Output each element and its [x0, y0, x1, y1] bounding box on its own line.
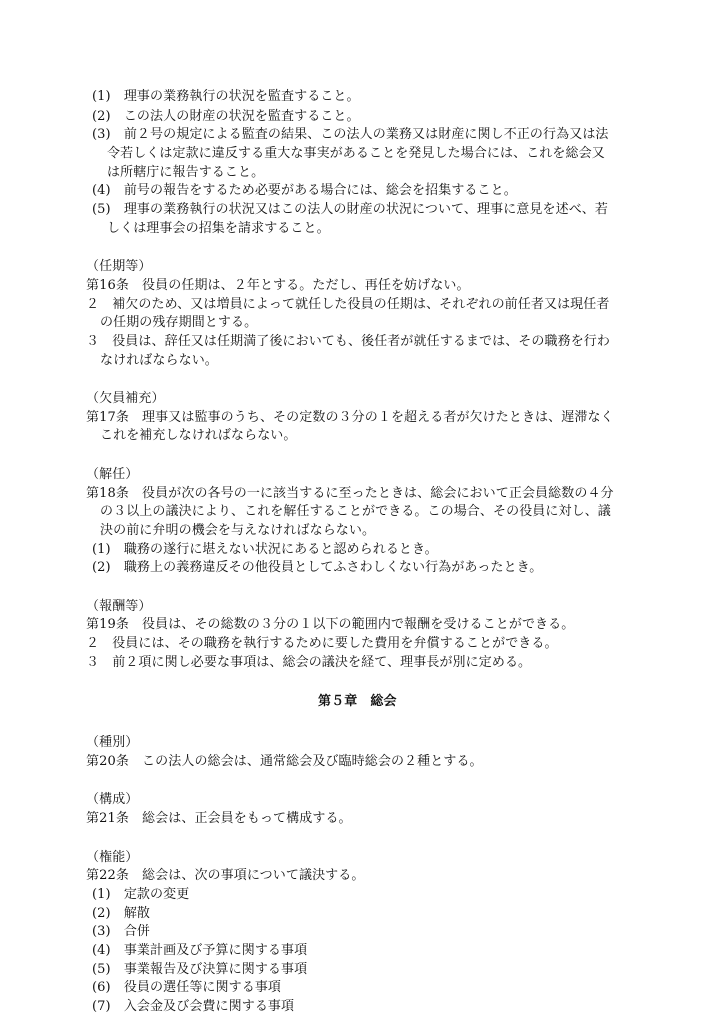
- section-caption: （種別）: [86, 735, 139, 751]
- list-item: (1) 定款の変更: [92, 886, 190, 902]
- section-caption: （構成）: [86, 792, 139, 808]
- section-caption: （欠員補充）: [86, 391, 165, 406]
- article-line: 第20条 この法人の総会は、通常総会及び臨時総会の２種とする。: [86, 754, 483, 769]
- text-line: なければならない。: [100, 352, 218, 368]
- text-line: 令若しくは定款に違反する重大な事実があることを発見した場合には、これを総会又: [107, 146, 605, 162]
- text-line: (1) 職務の遂行に堪えない状況にあると認められるとき。: [92, 541, 438, 557]
- article-line: 第19条 役員は、その総数の３分の１以下の範囲内で報酬を受けることができる。: [86, 617, 575, 633]
- list-item: (5) 事業報告及び決算に関する事項: [92, 961, 308, 977]
- article-line: 第16条 役員の任期は、２年とする。ただし、再任を妨げない。: [86, 277, 470, 293]
- text-line: (4) 前号の報告をするため必要がある場合には、総会を招集すること。: [92, 183, 517, 199]
- article-line: 第18条 役員が次の各号の一に該当するに至ったときは、総会において正会員総数の４分: [86, 485, 614, 501]
- text-line: の任期の残存期間とする。: [100, 315, 258, 331]
- text-line: ３ 前２項に関し必要な事項は、総会の議決を経て、理事長が別に定める。: [86, 654, 532, 670]
- text-line: ２ 補欠のため、又は増員によって就任した役員の任期は、それぞれの前任者又は現任者: [86, 296, 610, 312]
- text-line: (3) 前２号の規定による監査の結果、この法人の業務又は財産に関し不正の行為又は法: [92, 127, 609, 143]
- text-line: しくは理事会の招集を請求すること。: [107, 220, 330, 236]
- text-line: (5) 理事の業務執行の状況又はこの法人の財産の状況について、理事に意見を述べ、若: [92, 202, 608, 218]
- text-line: (2) この法人の財産の状況を監査すること。: [92, 108, 360, 124]
- article-line: 第21条 総会は、正会員をもって構成する。: [86, 811, 352, 827]
- text-line: は所轄庁に報告すること。: [107, 164, 265, 180]
- text-line: の３以上の議決により、これを解任することができる。この場合、その役員に対し、議: [100, 504, 611, 520]
- list-item: (7) 入会金及び会費に関する事項: [92, 999, 295, 1014]
- text-line: ３ 役員は、辞任又は任期満了後においても、後任者が就任するまでは、その職務を行わ: [86, 334, 611, 349]
- section-caption: （権能）: [86, 849, 139, 865]
- text-line: 決の前に弁明の機会を与えなければならない。: [100, 522, 376, 538]
- article-line: 第17条 理事又は監事のうち、その定数の３分の１を超える者が欠けたときは、遅滞なく: [86, 409, 614, 425]
- text-line: (1) 理事の業務執行の状況を監査すること。: [92, 89, 360, 104]
- section-caption: （解任）: [86, 466, 139, 482]
- text-line: (2) 職務上の義務違反その他役員としてふさわしくない行為があったとき。: [92, 560, 543, 576]
- list-item: (6) 役員の選任等に関する事項: [92, 980, 282, 996]
- text-line: これを補充しなければならない。: [100, 428, 297, 444]
- text-line: ２ 役員には、その職務を執行するために要した費用を弁償することができる。: [86, 636, 558, 651]
- chapter-heading: 第５章 総会: [318, 694, 397, 709]
- section-caption: （報酬等）: [86, 598, 152, 614]
- list-item: (3) 合併: [92, 924, 151, 940]
- list-item: (2) 解散: [92, 905, 151, 921]
- section-caption: （任期等）: [86, 259, 152, 275]
- list-item: (4) 事業計画及び予算に関する事項: [92, 942, 308, 958]
- article-line: 第22条 総会は、次の事項について議決する。: [86, 868, 365, 884]
